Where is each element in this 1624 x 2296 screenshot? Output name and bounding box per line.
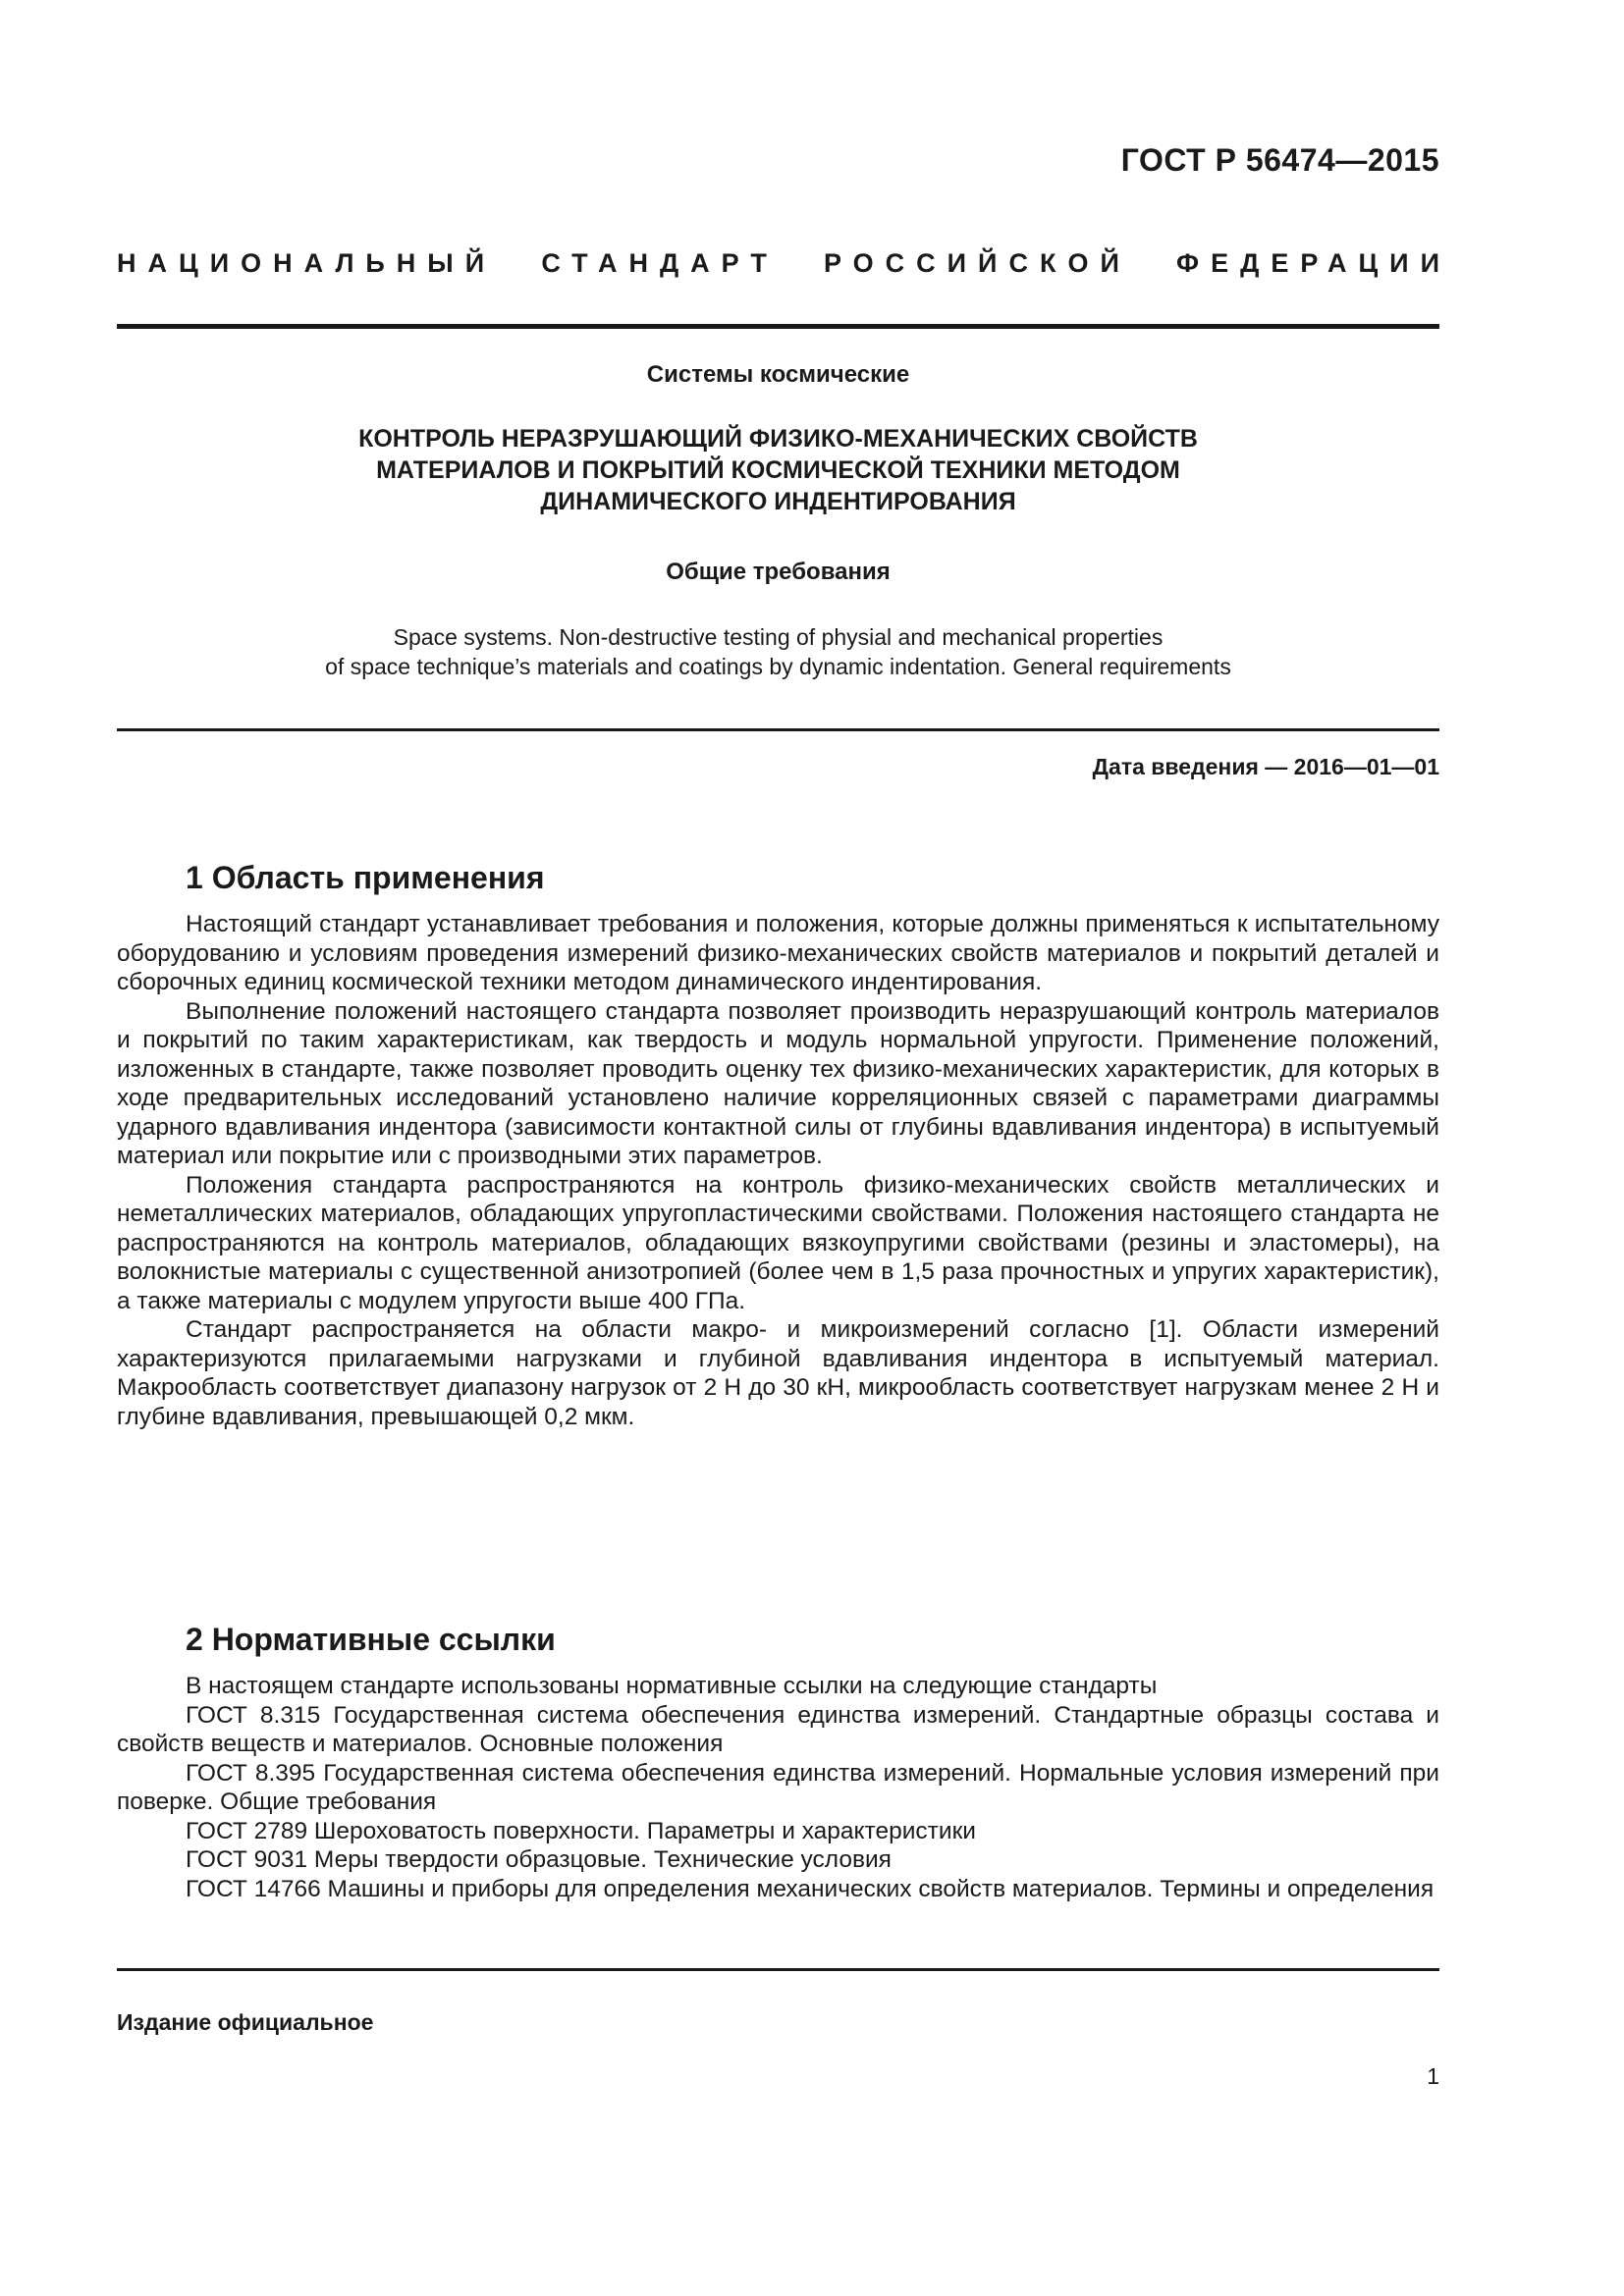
reference-item: ГОСТ 2789 Шероховатость поверхности. Параметры и характеристики <box>186 1817 976 1844</box>
banner-word: СТАНДАРТ <box>541 248 779 278</box>
reference-item: ГОСТ 14766 Машины и приборы для определения механических свойств материалов. Термины и определения <box>186 1875 1435 1902</box>
page-number: 1 <box>1427 2063 1439 2089</box>
main-title-line: МАТЕРИАЛОВ И ПОКРЫТИЙ КОСМИЧЕСКОЙ ТЕХНИКИ МЕТОДОМ <box>376 456 1180 484</box>
title-divider <box>117 728 1439 731</box>
reference-item: ГОСТ 9031 Меры твердости образцовые. Технические условия <box>186 1846 892 1873</box>
doc-number: ГОСТ Р 56474—2015 <box>1120 142 1439 178</box>
paragraph: Стандарт распространяется на области макро- и микроизмерений согласно [1]. Области измерений характеризуются прилагаемыми нагрузками и глубиной вдавливания индентора в испытуемый материал. Макрообласть соответствует диапазону нагрузок от 2 Н до 30 кН, микрообласть соответствует нагрузкам менее 2 Н и глубине вдавливания, превышающей 0,2 мкм. <box>117 1316 1439 1430</box>
system-name: Системы космические <box>646 361 910 388</box>
intro-date: Дата введения — 2016—01—01 <box>1092 754 1439 779</box>
section-normative-references <box>117 1622 1439 1903</box>
reference-item: ГОСТ 8.395 Государственная система обеспечения единства измерений. Нормальные условия измерений при поверке. Общие требования <box>117 1759 1439 1815</box>
paragraph: В настоящем стандарте использованы нормативные ссылки на следующие стандарты <box>186 1673 1158 1699</box>
section-heading: 1 Область применения <box>186 860 545 895</box>
main-title-line: КОНТРОЛЬ НЕРАЗРУШАЮЩИЙ ФИЗИКО-МЕХАНИЧЕСКИХ СВОЙСТВ <box>358 425 1198 453</box>
paragraph: Положения стандарта распространяются на контроль физико-механических свойств металлических и неметаллических материалов, обладающих упругопластическими свойствами. Положения настоящего стандарта не распространяются на контроль материалов, обладающих вязкоупругими свойствами (резины и эластомеры), на волокнистые материалы с существенной анизотропией (более чем в 1,5 раза прочностных и упругих характеристик), а также материалы с модулем упругости выше 400 ГПа. <box>117 1171 1439 1314</box>
subtitle: Общие требования <box>666 559 891 585</box>
top-divider <box>117 324 1439 329</box>
main-title-line: ДИНАМИЧЕСКОГО ИНДЕНТИРОВАНИЯ <box>540 488 1016 515</box>
section-heading: 2 Нормативные ссылки <box>186 1622 556 1657</box>
national-standard-banner <box>117 248 1451 279</box>
document-page <box>117 0 1451 2296</box>
banner-word: НАЦИОНАЛЬНЫЙ <box>117 248 497 278</box>
paragraph: Настоящий стандарт устанавливает требования и положения, которые должны применяться к испытательному оборудованию и условиям проведения измерений физико-механических свойств материалов и покрытий деталей и сборочных единиц космической техники методом динамического индентирования. <box>117 911 1439 995</box>
english-title-line: Space systems. Non-destructive testing of physial and mechanical properties <box>393 624 1164 650</box>
official-edition-label: Издание официальное <box>117 2009 374 2035</box>
main-title <box>117 423 1439 517</box>
banner-word: РОССИЙСКОЙ <box>824 248 1131 278</box>
paragraph: Выполнение положений настоящего стандарта позволяет производить неразрушающий контроль материалов и покрытий по таким характеристикам, как твердость и модуль нормальной упругости. Применение положений, изложенных в стандарте, также позволяет проводить оценку тех физико-механических характеристик, для которых в ходе предварительных исследований установлено наличие корреляционных связей с параметрами диаграммы ударного вдавливания индентора (зависимости контактной силы от глубины вдавливания индентора) в испытуемый материал или покрытие или с производными этих параметров. <box>117 997 1439 1169</box>
english-title <box>117 622 1439 681</box>
english-title-line: of space technique’s materials and coatings by dynamic indentation. General requirements <box>325 654 1231 679</box>
banner-word: ФЕДЕРАЦИИ <box>1176 248 1451 278</box>
section-scope <box>117 860 1439 1431</box>
reference-item: ГОСТ 8.315 Государственная система обеспечения единства измерений. Стандартные образцы состава и свойств веществ и материалов. Основные положения <box>117 1701 1439 1757</box>
footer-divider <box>117 1968 1439 1971</box>
